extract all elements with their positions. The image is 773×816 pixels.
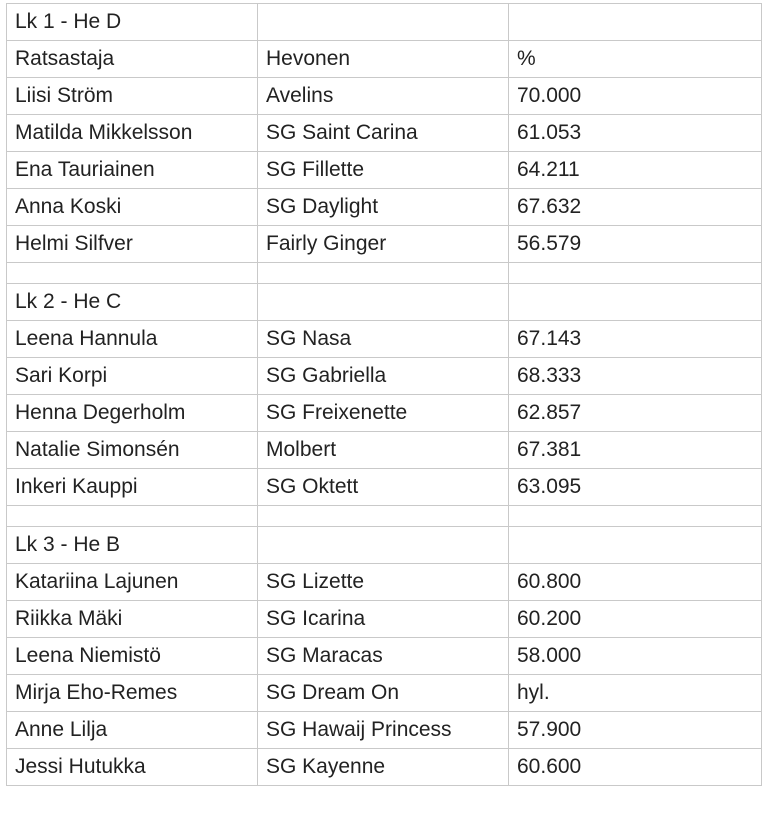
spacer-row [7, 506, 762, 527]
empty-cell [509, 506, 762, 527]
score-cell: 63.095 [509, 469, 762, 506]
score-cell: 70.000 [509, 78, 762, 115]
horse-cell: Molbert [258, 432, 509, 469]
score-cell: 60.200 [509, 601, 762, 638]
table-row [7, 749, 762, 786]
horse-header-cell: Hevonen [258, 41, 509, 78]
class-heading-row [7, 284, 762, 321]
table-row [7, 226, 762, 263]
score-cell: 57.900 [509, 712, 762, 749]
column-header-row [7, 41, 762, 78]
empty-cell [7, 263, 258, 284]
class-title-cell: Lk 3 - He B [7, 527, 258, 564]
table-row [7, 189, 762, 226]
empty-cell [258, 527, 509, 564]
table-row [7, 321, 762, 358]
horse-cell: Avelins [258, 78, 509, 115]
empty-cell [509, 4, 762, 41]
score-cell: 67.381 [509, 432, 762, 469]
table-row [7, 115, 762, 152]
table-row [7, 395, 762, 432]
table-row [7, 675, 762, 712]
rider-cell: Mirja Eho-Remes [7, 675, 258, 712]
score-cell: 60.800 [509, 564, 762, 601]
horse-cell: SG Lizette [258, 564, 509, 601]
score-cell: 56.579 [509, 226, 762, 263]
score-cell: 68.333 [509, 358, 762, 395]
table-row [7, 601, 762, 638]
empty-cell [258, 263, 509, 284]
table-row [7, 358, 762, 395]
empty-cell [7, 506, 258, 527]
score-cell: 62.857 [509, 395, 762, 432]
class-title-cell: Lk 1 - He D [7, 4, 258, 41]
rider-cell: Sari Korpi [7, 358, 258, 395]
score-cell: 64.211 [509, 152, 762, 189]
rider-cell: Ena Tauriainen [7, 152, 258, 189]
horse-cell: Fairly Ginger [258, 226, 509, 263]
empty-cell [258, 4, 509, 41]
rider-cell: Jessi Hutukka [7, 749, 258, 786]
results-table-body [7, 4, 762, 786]
score-cell: 67.143 [509, 321, 762, 358]
score-cell: 61.053 [509, 115, 762, 152]
empty-cell [509, 527, 762, 564]
spacer-row [7, 263, 762, 284]
table-row [7, 152, 762, 189]
rider-cell: Leena Hannula [7, 321, 258, 358]
empty-cell [258, 284, 509, 321]
score-cell: 67.632 [509, 189, 762, 226]
horse-cell: SG Daylight [258, 189, 509, 226]
rider-cell: Anna Koski [7, 189, 258, 226]
horse-cell: SG Freixenette [258, 395, 509, 432]
horse-cell: SG Maracas [258, 638, 509, 675]
table-row [7, 78, 762, 115]
table-row [7, 469, 762, 506]
rider-cell: Inkeri Kauppi [7, 469, 258, 506]
horse-cell: SG Kayenne [258, 749, 509, 786]
score-cell: 58.000 [509, 638, 762, 675]
horse-cell: SG Saint Carina [258, 115, 509, 152]
horse-cell: SG Icarina [258, 601, 509, 638]
score-cell: 60.600 [509, 749, 762, 786]
horse-cell: SG Dream On [258, 675, 509, 712]
score-cell: hyl. [509, 675, 762, 712]
rider-cell: Katariina Lajunen [7, 564, 258, 601]
rider-cell: Henna Degerholm [7, 395, 258, 432]
rider-header-cell: Ratsastaja [7, 41, 258, 78]
score-header-cell: % [509, 41, 762, 78]
class-heading-row [7, 527, 762, 564]
rider-cell: Natalie Simonsén [7, 432, 258, 469]
rider-cell: Leena Niemistö [7, 638, 258, 675]
horse-cell: SG Oktett [258, 469, 509, 506]
rider-cell: Anne Lilja [7, 712, 258, 749]
rider-cell: Matilda Mikkelsson [7, 115, 258, 152]
table-row [7, 432, 762, 469]
rider-cell: Riikka Mäki [7, 601, 258, 638]
table-row [7, 712, 762, 749]
horse-cell: SG Nasa [258, 321, 509, 358]
horse-cell: SG Hawaij Princess [258, 712, 509, 749]
empty-cell [509, 263, 762, 284]
horse-cell: SG Fillette [258, 152, 509, 189]
class-heading-row [7, 4, 762, 41]
table-row [7, 638, 762, 675]
rider-cell: Liisi Ström [7, 78, 258, 115]
rider-cell: Helmi Silfver [7, 226, 258, 263]
table-row [7, 564, 762, 601]
class-title-cell: Lk 2 - He C [7, 284, 258, 321]
results-table [6, 3, 762, 786]
empty-cell [258, 506, 509, 527]
empty-cell [509, 284, 762, 321]
horse-cell: SG Gabriella [258, 358, 509, 395]
